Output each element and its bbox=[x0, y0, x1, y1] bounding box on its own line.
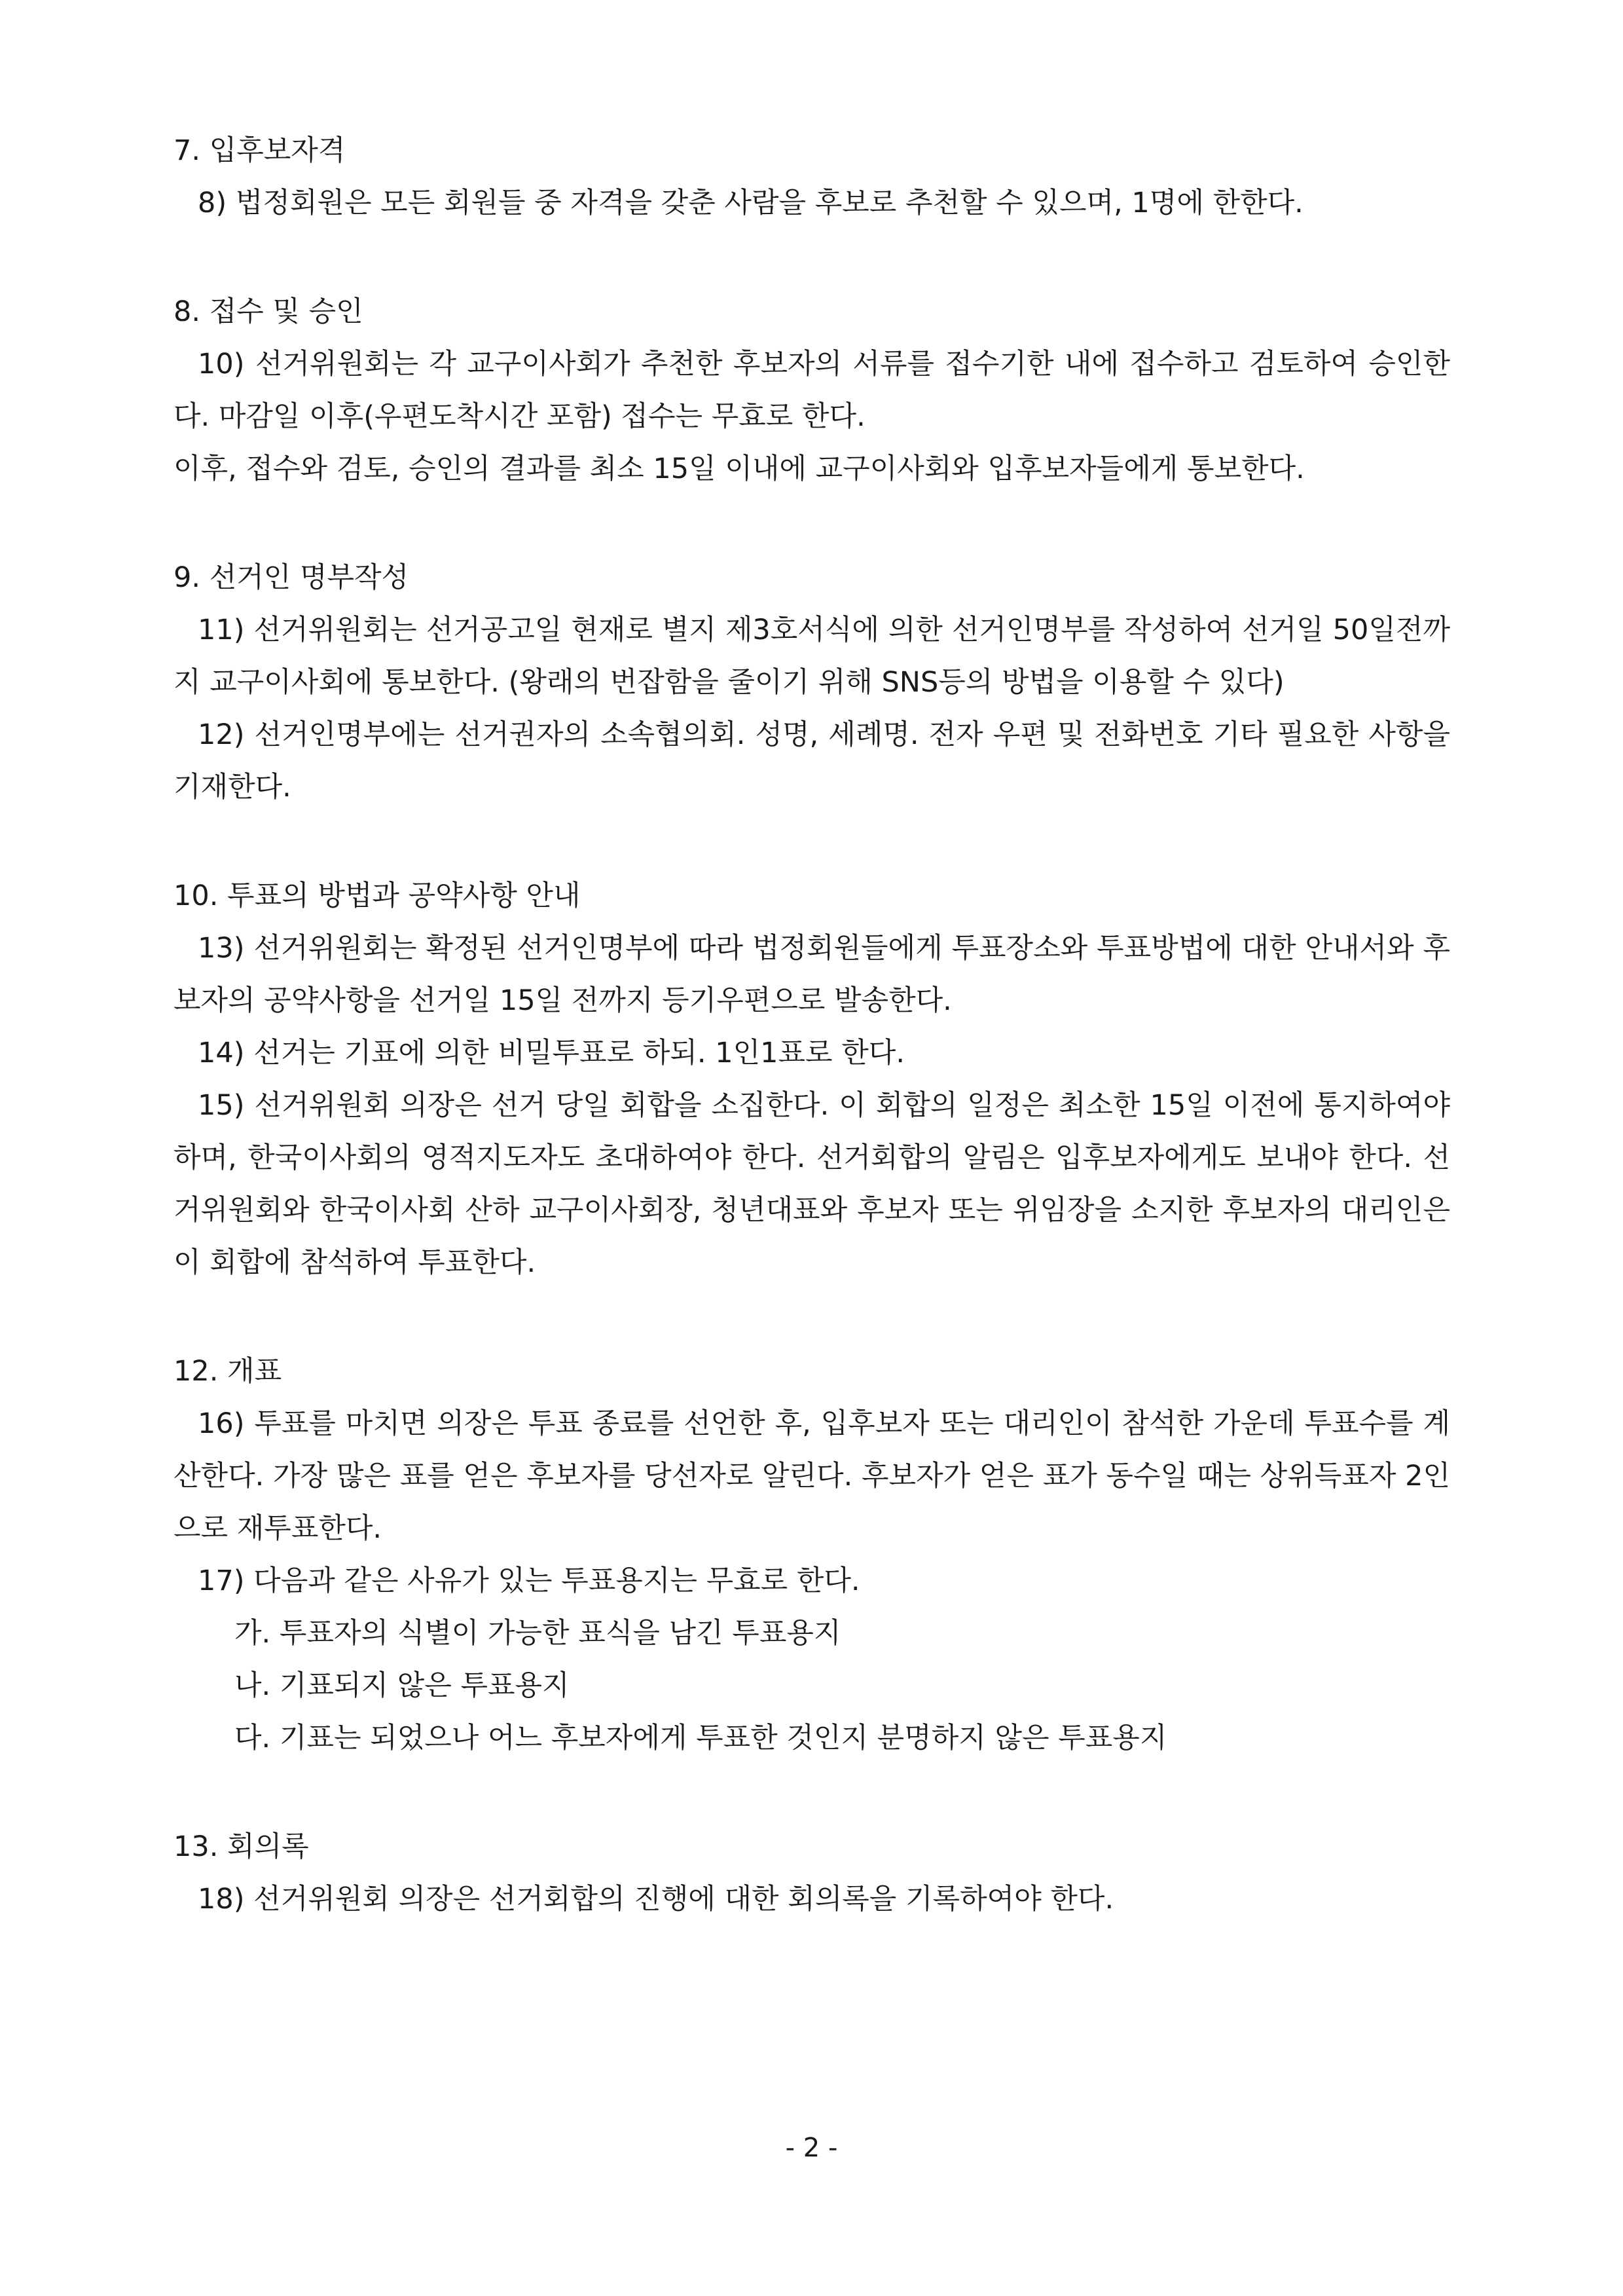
clause-15: 15) 선거위원회 의장은 선거 당일 회합을 소집한다. 이 회합의 일정은 최소한 15일 이전에 통지하여야 하며, 한국이사회의 영적지도자도 초대하여야 한다. 선거회합의 알림은 입후보자에게도 보내야 한다. 선거위원회와 한국이사회 산하 교구이사회장, 청년대표와 후보자 또는 위임장을 소지한 후보자의 대리인은 이 회합에 참석하여 투표한다. bbox=[173, 1089, 1450, 1279]
section-receipt-approval bbox=[173, 286, 1450, 495]
clause-10-note: 이후, 접수와 검토, 승인의 결과를 최소 15일 이내에 교구이사회와 입후보자들에게 통보한다. bbox=[173, 453, 1305, 485]
section-heading: 13. 회의록 bbox=[173, 1830, 309, 1863]
section-candidacy bbox=[173, 124, 1450, 229]
section-heading: 8. 접수 및 승인 bbox=[173, 295, 363, 328]
section-heading: 9. 선거인 명부작성 bbox=[173, 561, 409, 594]
section-heading: 7. 입후보자격 bbox=[173, 134, 346, 167]
invalid-ballot-item: 가. 투표자의 식별이 가능한 표식을 남긴 투표용지 bbox=[234, 1617, 841, 1650]
clause-16: 16) 투표를 마치면 의장은 투표 종료를 선언한 후, 입후보자 또는 대리인이 참석한 가운데 투표수를 계산한다. 가장 많은 표를 얻은 후보자를 당선자로 알린다. 후보자가 얻은 표가 동수일 때는 상위득표자 2인으로 재투표한다. bbox=[173, 1407, 1450, 1545]
clause-12: 12) 선거인명부에는 선거권자의 소속협의회. 성명, 세례명. 전자 우편 및 전화번호 기타 필요한 사항을 기재한다. bbox=[173, 718, 1450, 804]
section-heading: 12. 개표 bbox=[173, 1355, 282, 1388]
section-vote-counting bbox=[173, 1345, 1450, 1764]
clause-13: 13) 선거위원회는 확정된 선거인명부에 따라 법정회원들에게 투표장소와 투표방법에 대한 안내서와 후보자의 공약사항을 선거일 15일 전까지 등기우편으로 발송한다. bbox=[173, 932, 1450, 1017]
section-heading: 10. 투표의 방법과 공약사항 안내 bbox=[173, 880, 581, 912]
clause-8: 8) 법정회원은 모든 회원들 중 자격을 갖춘 사람을 후보로 추천할 수 있으며, 1명에 한한다. bbox=[198, 187, 1304, 219]
clause-14: 14) 선거는 기표에 의한 비밀투표로 하되. 1인1표로 한다. bbox=[198, 1037, 905, 1069]
section-voter-roll bbox=[173, 551, 1450, 813]
clause-11: 11) 선거위원회는 선거공고일 현재로 별지 제3호서식에 의한 선거인명부를 작성하여 선거일 50일전까지 교구이사회에 통보한다. (왕래의 번잡함을 줄이기 위해 SNS등의 방법을 이용할 수 있다) bbox=[173, 614, 1450, 699]
page-number: - 2 - bbox=[785, 2133, 838, 2163]
section-voting-method bbox=[173, 870, 1450, 1289]
document-body bbox=[173, 124, 1450, 1925]
clause-10: 10) 선거위원회는 각 교구이사회가 추천한 후보자의 서류를 접수기한 내에 접수하고 검토하여 승인한다. 마감일 이후(우편도착시간 포함) 접수는 무효로 한다. bbox=[173, 348, 1450, 433]
clause-18: 18) 선거위원회 의장은 선거회합의 진행에 대한 회의록을 기록하여야 한다. bbox=[198, 1883, 1114, 1916]
section-minutes bbox=[173, 1821, 1450, 1925]
clause-17: 17) 다음과 같은 사유가 있는 투표용지는 무효로 한다. bbox=[198, 1565, 860, 1597]
invalid-ballot-item: 다. 기표는 되었으나 어느 후보자에게 투표한 것인지 분명하지 않은 투표용지 bbox=[234, 1722, 1167, 1754]
invalid-ballot-item: 나. 기표되지 않은 투표용지 bbox=[234, 1669, 570, 1702]
